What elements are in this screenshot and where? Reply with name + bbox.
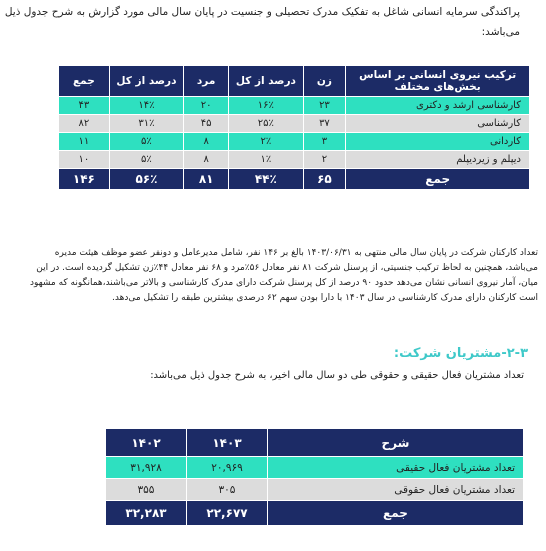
- male-count: ۸: [184, 133, 229, 151]
- row-label: کارشناسی ارشد و دکتری: [346, 97, 530, 115]
- table-row: [106, 457, 524, 479]
- total-1403: ۲۲,۶۷۷: [187, 501, 268, 526]
- summary-line-3: میان، آمار نیروی انسانی نشان می‌دهد حدود ۹۰ درصد از کل پرسنل شرکت دارای مدرک کارشناسی و بالاتر می‌باشند،همانگونه که مشهود: [30, 278, 538, 288]
- table-row: [59, 133, 530, 151]
- intro-line-1: پراکندگی سرمایه انسانی شاغل به تفکیک مدرک تحصیلی و جنسیت در پایان سال مالی مورد گزارش به شرح جدول ذیل: [4, 6, 520, 18]
- total-male-percent: ۵۶٪: [109, 169, 183, 190]
- female-percent: ۱٪: [229, 151, 303, 169]
- male-percent: ۳۱٪: [109, 115, 183, 133]
- total-row: [59, 169, 530, 190]
- header-female: زن: [303, 66, 346, 97]
- summary-line-1: تعداد کارکنان شرکت در پایان سال مالی منتهی به ۱۴۰۳/۰۶/۳۱ بالغ بر ۱۴۶ نفر، شامل مدیرعامل و دونفر عضو موظف هیئت مدیره: [54, 248, 538, 258]
- female-count: ۲: [303, 151, 346, 169]
- male-count: ۸: [184, 151, 229, 169]
- row-label: کاردانی: [346, 133, 530, 151]
- row-total: ۱۱: [59, 133, 110, 151]
- customers-header-row: [106, 429, 524, 457]
- male-count: ۴۵: [184, 115, 229, 133]
- intro-line-2: می‌باشد:: [481, 26, 520, 38]
- female-count: ۳: [303, 133, 346, 151]
- total-row: [106, 501, 524, 526]
- header-description: شرح: [268, 429, 524, 457]
- table-row: [59, 151, 530, 169]
- female-count: ۳۷: [303, 115, 346, 133]
- total-label: جمع: [346, 169, 530, 190]
- header-year-1402: ۱۴۰۲: [106, 429, 187, 457]
- section-text: تعداد مشتریان فعال حقیقی و حقوقی طی دو سال مالی اخیر، به شرح جدول ذیل می‌باشد:: [150, 370, 524, 381]
- male-percent: ۱۴٪: [109, 97, 183, 115]
- male-count: ۲۰: [184, 97, 229, 115]
- header-category: ترکیب نیروی انسانی بر اساس بخش‌های مختلف: [346, 66, 530, 97]
- value-1403: ۲۰,۹۶۹: [187, 457, 268, 479]
- female-count: ۲۳: [303, 97, 346, 115]
- female-percent: ۲۵٪: [229, 115, 303, 133]
- customers-table: [105, 428, 524, 526]
- female-percent: ۱۶٪: [229, 97, 303, 115]
- row-total: ۴۳: [59, 97, 110, 115]
- total-1402: ۳۲,۲۸۳: [106, 501, 187, 526]
- row-label: دیپلم و زیردیپلم: [346, 151, 530, 169]
- header-male-percent: درصد از کل: [109, 66, 183, 97]
- header-male: مرد: [184, 66, 229, 97]
- total-male: ۸۱: [184, 169, 229, 190]
- row-label: کارشناسی: [346, 115, 530, 133]
- value-1402: ۳۱,۹۲۸: [106, 457, 187, 479]
- value-1403: ۳۰۵: [187, 479, 268, 501]
- row-label: تعداد مشتریان فعال حقوقی: [268, 479, 524, 501]
- table-row: [59, 97, 530, 115]
- header-year-1403: ۱۴۰۳: [187, 429, 268, 457]
- row-total: ۱۰: [59, 151, 110, 169]
- female-percent: ۲٪: [229, 133, 303, 151]
- row-total: ۸۲: [59, 115, 110, 133]
- workforce-header-row: [59, 66, 530, 97]
- section-heading: ۲-۳-مشتریان شرکت:: [393, 346, 528, 361]
- total-label: جمع: [268, 501, 524, 526]
- row-label: تعداد مشتریان فعال حقیقی: [268, 457, 524, 479]
- header-female-percent: درصد از کل: [229, 66, 303, 97]
- grand-total: ۱۴۶: [59, 169, 110, 190]
- summary-line-4: است کارکنان دارای مدرک کارشناسی در سال ۱۴۰۳ با دارا بودن سهم ۶۲ درصدی بیشترین طبقه را تشکیل می‌دهد.: [112, 293, 538, 303]
- male-percent: ۵٪: [109, 133, 183, 151]
- summary-line-2: می‌باشد، همچنین به لحاظ ترکیب جنسیتی، از پرسنل شرکت ۸۱ نفر معادل ۵۶٪مرد و ۶۸ نفر معادل ۴۴٪زن تشکیل گردیده است. در این: [36, 263, 538, 273]
- total-female: ۶۵: [303, 169, 346, 190]
- table-row: [59, 115, 530, 133]
- total-female-percent: ۴۴٪: [229, 169, 303, 190]
- male-percent: ۵٪: [109, 151, 183, 169]
- table-row: [106, 479, 524, 501]
- header-total: جمع: [59, 66, 110, 97]
- value-1402: ۳۵۵: [106, 479, 187, 501]
- workforce-table: [58, 65, 530, 190]
